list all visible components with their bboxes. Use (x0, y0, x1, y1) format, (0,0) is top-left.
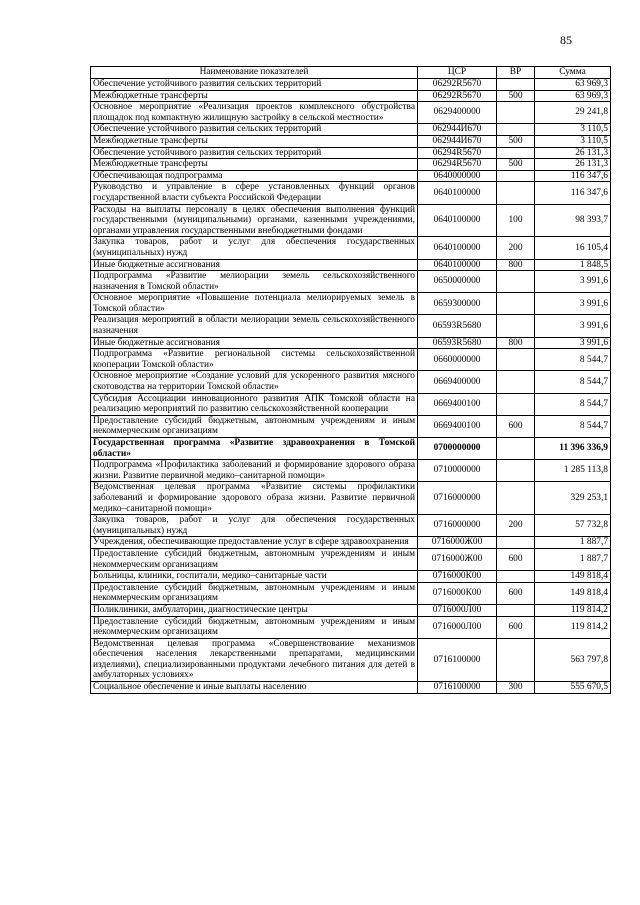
cell-sum: 3 991,6 (535, 337, 611, 349)
table-row (91, 349, 611, 371)
cell-code: 0716000000 (418, 482, 497, 515)
cell-name: Субсидия Ассоциации инновационного развития АПК Томской области на реализацию мероприятий по развитию сельскохозяйственной кооперации (91, 393, 418, 415)
table-row (91, 90, 611, 102)
cell-name: Закупка товаров, работ и услуг для обеспечения государственных (муниципальных) нужд (91, 515, 418, 537)
cell-code: 0716000Ж00 (418, 548, 497, 570)
cell-name: Государственная программа «Развитие здравоохранения в Томской области» (91, 438, 418, 460)
cell-vr: 600 (497, 415, 535, 437)
cell-code: 0650000000 (418, 271, 497, 293)
table-header (91, 67, 611, 79)
cell-vr (497, 124, 535, 136)
cell-code: 0716000Л00 (418, 604, 497, 616)
table-row (91, 537, 611, 549)
cell-sum: 16 105,4 (535, 237, 611, 259)
header-row (91, 67, 611, 79)
cell-vr (497, 293, 535, 315)
cell-sum: 8 544,7 (535, 393, 611, 415)
cell-sum: 116 347,6 (535, 182, 611, 204)
cell-name: Подпрограмма «Профилактика заболеваний и формирование здорового образа жизни. Развитие первичной медико–санитарной помощи» (91, 460, 418, 482)
cell-code: 06593R5680 (418, 337, 497, 349)
cell-code: 0669400100 (418, 415, 497, 437)
cell-sum: 119 814,2 (535, 604, 611, 616)
cell-vr: 600 (497, 582, 535, 604)
cell-code: 06593R5680 (418, 315, 497, 337)
cell-sum: 3 991,6 (535, 293, 611, 315)
cell-code: 0660000000 (418, 349, 497, 371)
cell-vr: 600 (497, 548, 535, 570)
cell-code: 06294R5670 (418, 147, 497, 159)
cell-name: Больницы, клиники, госпитали, медико–санитарные части (91, 571, 418, 583)
cell-code: 06294R5670 (418, 159, 497, 171)
table-row (91, 124, 611, 136)
header-code: ЦСР (418, 67, 497, 79)
cell-vr (497, 393, 535, 415)
cell-code: 0659300000 (418, 293, 497, 315)
cell-vr (497, 349, 535, 371)
table-row (91, 604, 611, 616)
cell-vr: 800 (497, 337, 535, 349)
cell-sum: 26 131,3 (535, 147, 611, 159)
table-row (91, 337, 611, 349)
table-row (91, 259, 611, 271)
cell-vr (497, 315, 535, 337)
table-row (91, 170, 611, 182)
cell-vr (497, 460, 535, 482)
header-name: Наименование показателей (91, 67, 418, 79)
header-vr: ВР (497, 67, 535, 79)
table-row (91, 582, 611, 604)
cell-vr (497, 537, 535, 549)
cell-code: 0640100000 (418, 182, 497, 204)
table-row (91, 371, 611, 393)
cell-vr: 600 (497, 616, 535, 638)
cell-vr: 500 (497, 90, 535, 102)
cell-code: 0716000К00 (418, 571, 497, 583)
cell-name: Межбюджетные трансферты (91, 159, 418, 171)
cell-vr (497, 182, 535, 204)
cell-name: Межбюджетные трансферты (91, 135, 418, 147)
cell-code: 0716100000 (418, 638, 497, 681)
cell-name: Поликлиники, амбулатории, диагностические центры (91, 604, 418, 616)
cell-vr: 200 (497, 237, 535, 259)
cell-name: Учреждения, обеспечивающие предоставление услуг в сфере здравоохранения (91, 537, 418, 549)
table-row (91, 682, 611, 694)
cell-code: 0640000000 (418, 170, 497, 182)
cell-code: 0716100000 (418, 682, 497, 694)
cell-code: 0669400100 (418, 393, 497, 415)
cell-name: Предоставление субсидий бюджетным, автономным учреждениям и иным некоммерческим организациям (91, 582, 418, 604)
cell-sum: 3 991,6 (535, 315, 611, 337)
cell-vr: 500 (497, 135, 535, 147)
cell-code: 0669400000 (418, 371, 497, 393)
cell-name: Расходы на выплаты персоналу в целях обеспечения выполнения функций государственными (муниципальными) органами, казенными учреждениями, органами управления государственными внебюджетными фондами (91, 204, 418, 237)
cell-name: Иные бюджетные ассигнования (91, 337, 418, 349)
cell-sum: 1 285 113,8 (535, 460, 611, 482)
table-row (91, 237, 611, 259)
cell-vr (497, 482, 535, 515)
table-row (91, 460, 611, 482)
cell-sum: 1 887,7 (535, 548, 611, 570)
cell-vr (497, 147, 535, 159)
cell-sum: 555 670,5 (535, 682, 611, 694)
cell-sum: 1 887,7 (535, 537, 611, 549)
cell-name: Основное мероприятие «Повышение потенциала мелиорируемых земель в Томской области» (91, 293, 418, 315)
table-row (91, 393, 611, 415)
cell-code: 06292R5670 (418, 90, 497, 102)
cell-name: Основное мероприятие «Создание условий для ускоренного развития мясного скотоводства на территории Томской области» (91, 371, 418, 393)
cell-code: 0640100000 (418, 204, 497, 237)
table-row (91, 482, 611, 515)
cell-vr (497, 371, 535, 393)
cell-name: Обеспечивающая подпрограмма (91, 170, 418, 182)
cell-vr (497, 102, 535, 124)
cell-sum: 149 818,4 (535, 582, 611, 604)
cell-vr (497, 638, 535, 681)
table-row (91, 571, 611, 583)
cell-name: Основное мероприятие «Реализация проектов комплексного обустройства площадок под компактную жилищную застройку в сельской местности» (91, 102, 418, 124)
cell-vr (497, 438, 535, 460)
cell-name: Межбюджетные трансферты (91, 90, 418, 102)
cell-name: Ведомственная целевая программа «Развитие системы профилактики заболеваний и формирование здорового образа жизни. Развитие первичной медико–санитарной помощи» (91, 482, 418, 515)
cell-code: 0640100000 (418, 237, 497, 259)
cell-code: 0700000000 (418, 438, 497, 460)
cell-sum: 29 241,8 (535, 102, 611, 124)
cell-name: Иные бюджетные ассигнования (91, 259, 418, 271)
cell-sum: 8 544,7 (535, 349, 611, 371)
table-row (91, 293, 611, 315)
table-row (91, 315, 611, 337)
table-row (91, 182, 611, 204)
budget-table (90, 66, 611, 694)
cell-code: 062944И670 (418, 124, 497, 136)
table-body (91, 79, 611, 694)
cell-vr (497, 271, 535, 293)
cell-code: 0710000000 (418, 460, 497, 482)
table-row (91, 515, 611, 537)
cell-sum: 11 396 336,9 (535, 438, 611, 460)
cell-name: Обеспечение устойчивого развития сельских территорий (91, 124, 418, 136)
cell-vr: 200 (497, 515, 535, 537)
cell-vr (497, 79, 535, 91)
page-number: 85 (560, 33, 572, 47)
cell-code: 0640100000 (418, 259, 497, 271)
cell-vr (497, 170, 535, 182)
cell-sum: 8 544,7 (535, 371, 611, 393)
table-row (91, 79, 611, 91)
cell-name: Обеспечение устойчивого развития сельских территорий (91, 79, 418, 91)
table-row (91, 438, 611, 460)
table-row (91, 638, 611, 681)
table-row (91, 159, 611, 171)
table-row (91, 204, 611, 237)
table-row (91, 147, 611, 159)
cell-sum: 329 253,1 (535, 482, 611, 515)
cell-code: 0716000Ж00 (418, 537, 497, 549)
cell-name: Подпрограмма «Развитие региональной системы сельскохозяйственной кооперации Томской области» (91, 349, 418, 371)
cell-name: Обеспечение устойчивого развития сельских территорий (91, 147, 418, 159)
cell-sum: 1 848,5 (535, 259, 611, 271)
cell-vr: 300 (497, 682, 535, 694)
cell-name: Социальное обеспечение и иные выплаты населению (91, 682, 418, 694)
cell-name: Руководство и управление в сфере установленных функций органов государственной власти субъекта Российской Федерации (91, 182, 418, 204)
cell-sum: 116 347,6 (535, 170, 611, 182)
cell-sum: 149 818,4 (535, 571, 611, 583)
table-row (91, 102, 611, 124)
cell-sum: 3 110,5 (535, 124, 611, 136)
cell-code: 0716000К00 (418, 582, 497, 604)
cell-code: 0716000Л00 (418, 616, 497, 638)
cell-sum: 8 544,7 (535, 415, 611, 437)
cell-code: 0716000000 (418, 515, 497, 537)
cell-vr: 100 (497, 204, 535, 237)
cell-sum: 63 969,3 (535, 79, 611, 91)
table-row (91, 616, 611, 638)
cell-code: 062944И670 (418, 135, 497, 147)
cell-sum: 563 797,8 (535, 638, 611, 681)
header-sum: Сумма (535, 67, 611, 79)
cell-sum: 119 814,2 (535, 616, 611, 638)
cell-vr (497, 571, 535, 583)
table-row (91, 548, 611, 570)
cell-sum: 3 991,6 (535, 271, 611, 293)
table-row (91, 415, 611, 437)
cell-sum: 98 393,7 (535, 204, 611, 237)
cell-sum: 26 131,3 (535, 159, 611, 171)
cell-sum: 63 969,3 (535, 90, 611, 102)
table-row (91, 271, 611, 293)
cell-name: Предоставление субсидий бюджетным, автономным учреждениям и иным некоммерческим организациям (91, 616, 418, 638)
table-row (91, 135, 611, 147)
cell-vr: 500 (497, 159, 535, 171)
cell-name: Закупка товаров, работ и услуг для обеспечения государственных (муниципальных) нужд (91, 237, 418, 259)
cell-vr (497, 604, 535, 616)
cell-code: 06292R5670 (418, 79, 497, 91)
cell-code: 0629400000 (418, 102, 497, 124)
cell-name: Предоставление субсидий бюджетным, автономным учреждениям и иным некоммерческим организациям (91, 548, 418, 570)
cell-name: Реализация мероприятий в области мелиорации земель сельскохозяйственного назначения (91, 315, 418, 337)
cell-name: Подпрограмма «Развитие мелиорации земель сельскохозяйственного назначения в Томской области» (91, 271, 418, 293)
cell-name: Ведомственная целевая программа «Совершенствование механизмов обеспечения населения лекарственными препаратами, медицинскими изделиями), специализированными продуктами лечебного питания для детей в амбулаторных условиях» (91, 638, 418, 681)
cell-sum: 57 732,8 (535, 515, 611, 537)
cell-sum: 3 110,5 (535, 135, 611, 147)
cell-vr: 800 (497, 259, 535, 271)
cell-name: Предоставление субсидий бюджетным, автономным учреждениям и иным некоммерческим организациям (91, 415, 418, 437)
